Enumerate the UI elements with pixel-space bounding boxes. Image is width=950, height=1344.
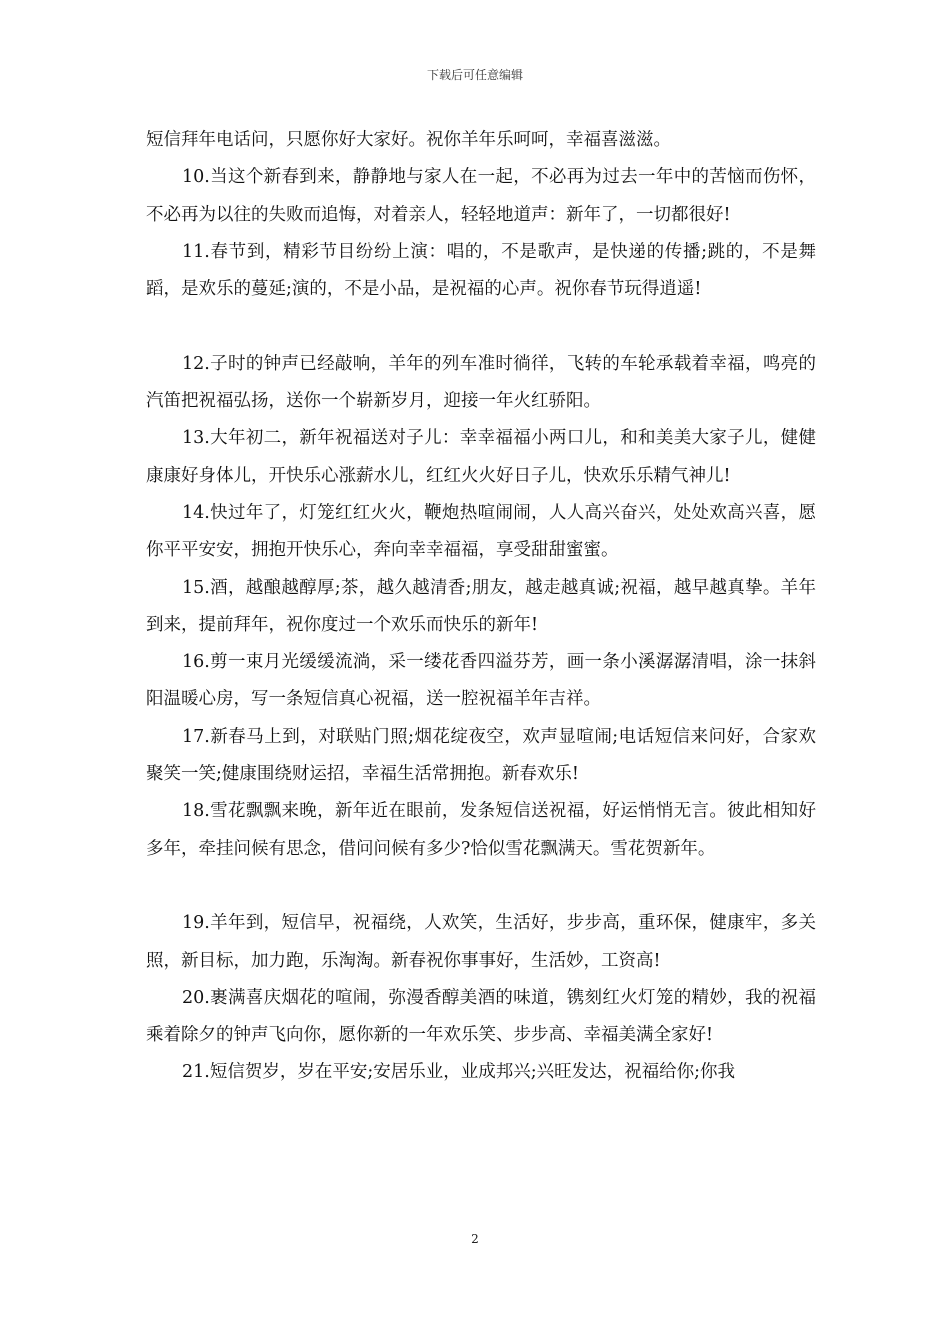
paragraph-item-15: 15.酒，越酿越醇厚;茶，越久越清香;朋友，越走越真诚;祝福，越早越真挚。羊年到来，提前拜年，祝你度过一个欢乐而快乐的新年! <box>146 577 816 635</box>
paragraph-item-18: 18.雪花飘飘来晚，新年近在眼前，发条短信送祝福，好运悄悄无言。彼此相知好多年，牵挂问候有思念，借问问候有多少?恰似雪花飘满天。雪花贺新年。 <box>146 801 816 859</box>
paragraph-continuation: 短信拜年电话问，只愿你好大家好。祝你羊年乐呵呵，幸福喜滋滋。 <box>146 130 671 150</box>
paragraph-item-14: 14.快过年了，灯笼红红火火，鞭炮热喧闹闹，人人高兴奋兴，处处欢高兴喜，愿你平平安安，拥抱开快乐心，奔向幸幸福福，享受甜甜蜜蜜。 <box>146 502 816 561</box>
paragraph-item-19: 19.羊年到，短信早，祝福绕，人欢笑，生活好，步步高，重环保，健康牢，多关照，新目标，加力跑，乐淘淘。新春祝你事事好，生活妙，工资高! <box>146 913 816 971</box>
paragraph-item-12: 12.子时的钟声已经敲响，羊年的列车准时徜徉，飞转的车轮承载着幸福，鸣亮的汽笛把祝福弘扬，送你一个崭新岁月，迎接一年火红骄阳。 <box>146 353 816 412</box>
page-header: 下载后可任意编辑 <box>426 68 523 82</box>
blank-line <box>146 868 816 905</box>
paragraph-item-20: 20.裹满喜庆烟花的喧闹，弥漫香醇美酒的味道，镌刻红火灯笼的精妙，我的祝福乘着除夕的钟声飞向你，愿你新的一年欢乐笑、步步高、幸福美满全家好! <box>146 987 816 1046</box>
paragraph-item-10: 10.当这个新春到来，静静地与家人在一起，不必再为过去一年中的苦恼而伤怀，不必再为以往的失败而追悔，对着亲人，轻轻地道声：新年了，一切都很好! <box>146 167 816 225</box>
paragraph-item-21: 21.短信贺岁，岁在平安;安居乐业，业成邦兴;兴旺发达，祝福给你;你我 <box>182 1062 736 1083</box>
paragraph-item-17: 17.新春马上到，对联贴门照;烟花绽夜空，欢声显喧闹;电话短信来问好，合家欢聚笑一笑;健康围绕财运招，幸福生活常拥抱。新春欢乐! <box>146 726 816 785</box>
paragraph-item-13: 13.大年初二，新年祝福送对子儿：幸幸福福小两口儿，和和美美大家子儿，健健康康好身体儿，开快乐心涨薪水儿，红红火火好日子儿，快欢乐乐精气神儿! <box>146 428 816 486</box>
paragraph-item-16: 16.剪一束月光缓缓流淌，采一缕花香四溢芬芳，画一条小溪潺潺清唱，涂一抹斜阳温暖心房，写一条短信真心祝福，送一腔祝福羊年吉祥。 <box>146 652 816 710</box>
document-body <box>146 122 816 1092</box>
paragraph-item-11: 11.春节到，精彩节目纷纷上演：唱的，不是歌声，是快递的传播;跳的，不是舞蹈，是欢乐的蔓延;演的，不是小品，是祝福的心声。祝你春节玩得逍遥! <box>146 241 816 300</box>
blank-line <box>146 308 816 345</box>
page-number: 2 <box>471 1232 479 1246</box>
